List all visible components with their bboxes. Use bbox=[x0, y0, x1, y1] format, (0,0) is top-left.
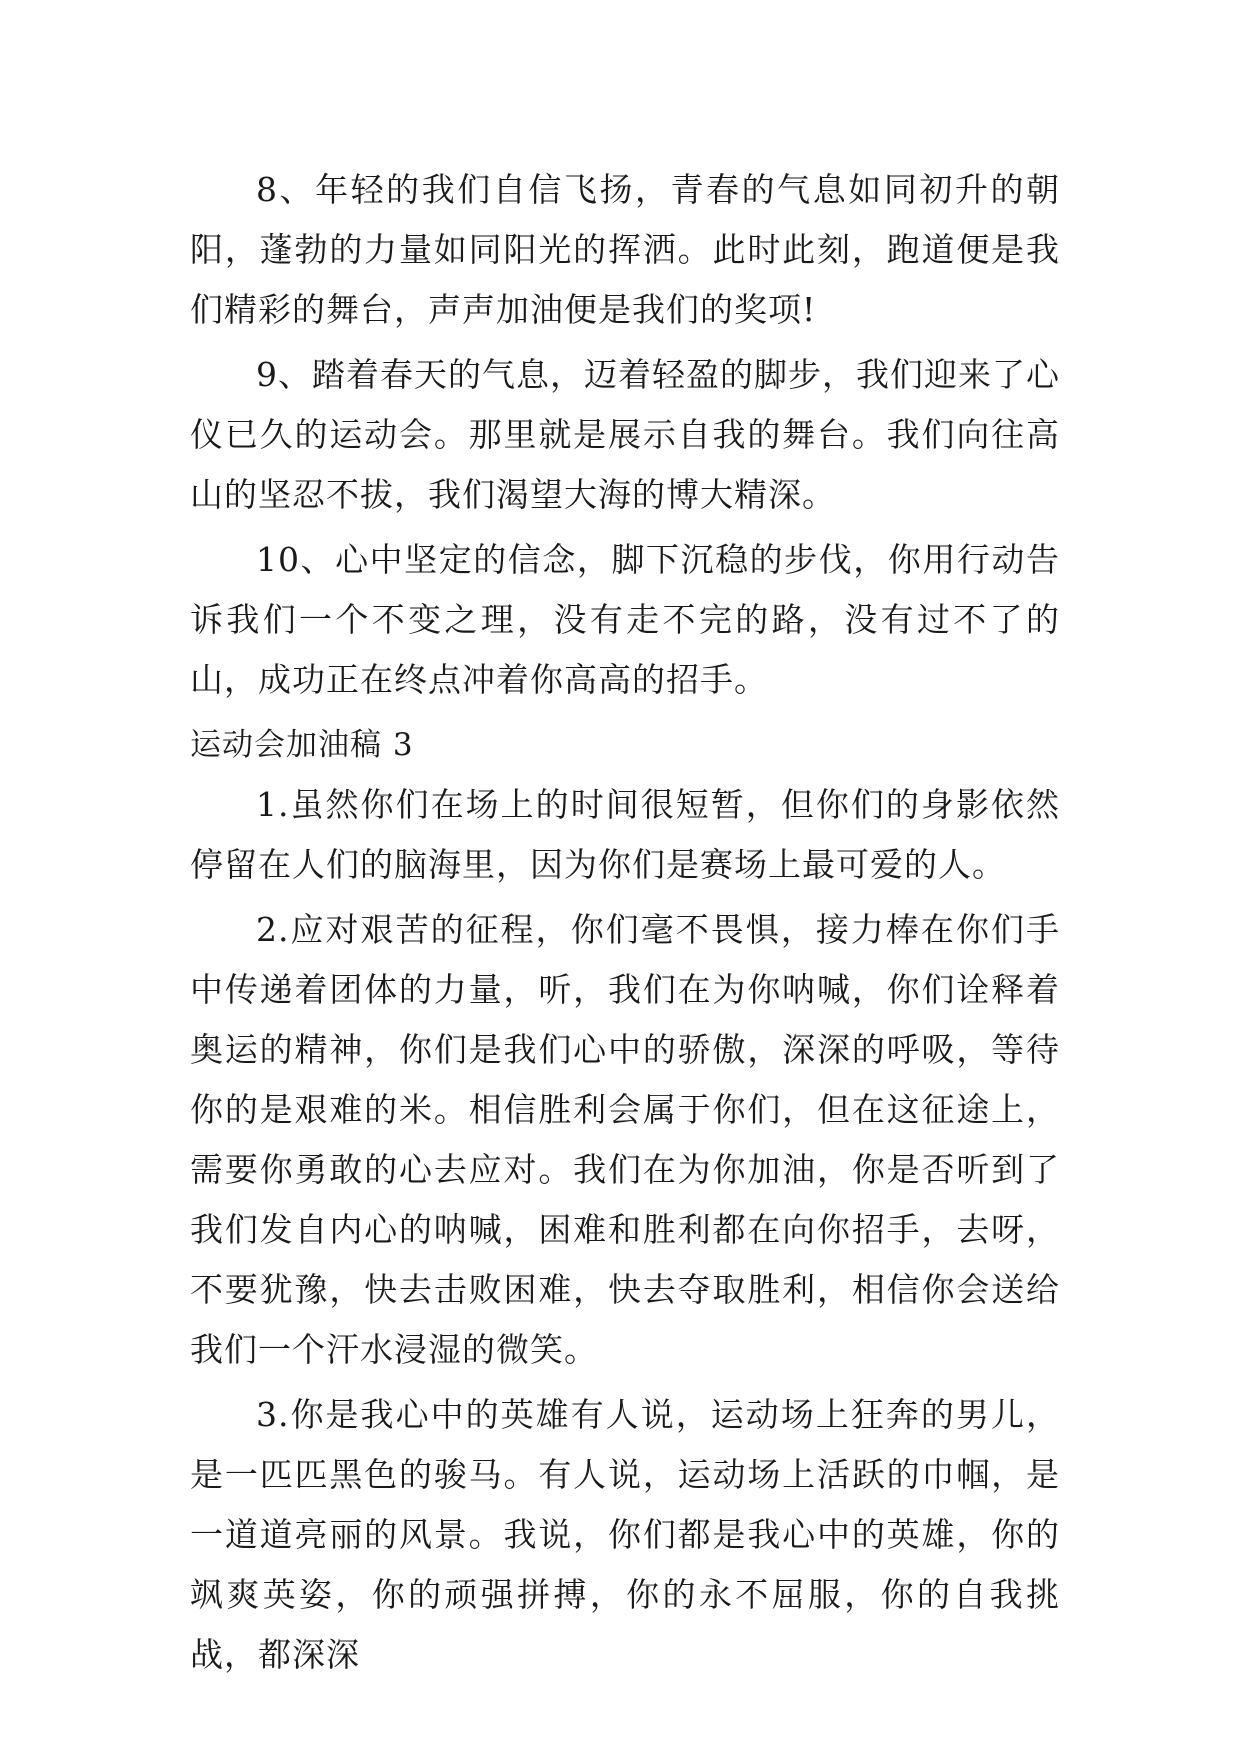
paragraph-item-2: 2.应对艰苦的征程，你们毫不畏惧，接力棒在你们手中传递着团体的力量，听，我们在为你呐喊，你们诠释着奥运的精神，你们是我们心中的骄傲，深深的呼吸，等待你的是艰难的米。相信胜利会属于你们，但在这征途上，需要你勇敢的心去应对。我们在为你加油，你是否听到了我们发自内心的呐喊，困难和胜利都在向你招手，去呀，不要犹豫，快去击败困难，快去夺取胜利，相信你会送给我们一个汗水浸湿的微笑。 bbox=[190, 910, 1060, 1369]
paragraph-item-1: 1.虽然你们在场上的时间很短暂，但你们的身影依然停留在人们的脑海里，因为你们是赛场上最可爱的人。 bbox=[190, 785, 1060, 884]
section-title: 运动会加油稿 3 bbox=[190, 727, 414, 763]
paragraph-item-8: 8、年轻的我们自信飞扬，青春的气息如同初升的朝阳，蓬勃的力量如同阳光的挥洒。此时此刻，跑道便是我们精彩的舞台，声声加油便是我们的奖项! bbox=[190, 170, 1060, 329]
document-page bbox=[190, 160, 1060, 1685]
paragraph-item-9: 9、踏着春天的气息，迈着轻盈的脚步，我们迎来了心仪已久的运动会。那里就是展示自我的舞台。我们向往高山的坚忍不拔，我们渴望大海的博大精深。 bbox=[190, 355, 1060, 514]
paragraph-item-10: 10、心中坚定的信念，脚下沉稳的步伐，你用行动告诉我们一个不变之理，没有走不完的路，没有过不了的山，成功正在终点冲着你高高的招手。 bbox=[190, 540, 1060, 699]
paragraph-item-3: 3.你是我心中的英雄有人说，运动场上狂奔的男儿，是一匹匹黑色的骏马。有人说，运动场上活跃的巾帼，是一道道亮丽的风景。我说，你们都是我心中的英雄，你的飒爽英姿，你的顽强拼搏，你的永不屈服，你的自我挑战，都深深 bbox=[190, 1395, 1060, 1674]
